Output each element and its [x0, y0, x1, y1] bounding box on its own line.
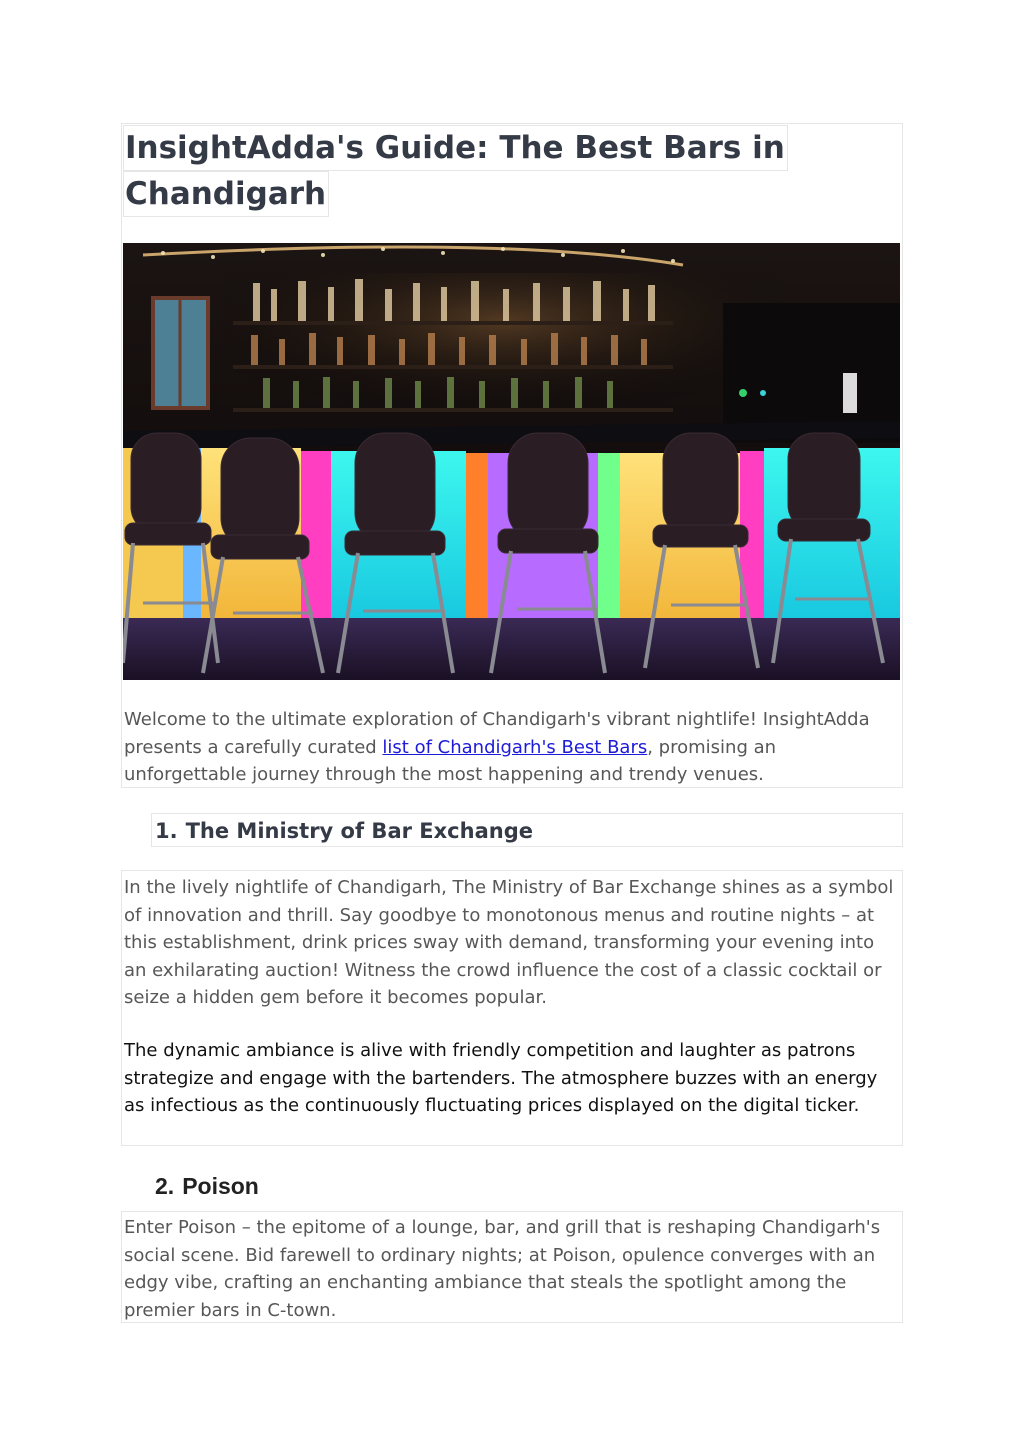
intro-paragraph: [124, 706, 902, 789]
section-2-heading: [155, 1171, 259, 1201]
section-1-paragraph-2: The dynamic ambiance is alive with friendly competition and laughter as patrons strategize and engage with the bartenders. The atmosphere buzzes with an energy as infectious as the continuously fluctuating prices displayed on the digital ticker.: [124, 1040, 878, 1116]
section-2-title: Poison: [182, 1173, 259, 1199]
intro-text-end: , promising an unforgettable journey through the most happening and trendy venues.: [124, 736, 777, 785]
section-1-paragraph-1: In the lively nightlife of Chandigarh, The Ministry of Bar Exchange shines as a symbol of innovation and thrill. Say goodbye to monotonous menus and routine nights – at this establishment, drink prices sway with demand, transforming your evening into an exhilarating auction! Witness the crowd influence the cost of a classic cocktail or seize a hidden gem before it becomes popular.: [124, 877, 894, 1008]
page-title-line-2: Chandigarh: [123, 171, 329, 217]
best-bars-link[interactable]: list of Chandigarh's Best Bars: [382, 736, 648, 758]
section-1-title: The Ministry of Bar Exchange: [185, 819, 533, 843]
bar-interior-photo: [123, 243, 900, 680]
section-2-paragraph-1: Enter Poison – the epitome of a lounge, bar, and grill that is reshaping Chandigarh's social scene. Bid farewell to ordinary nights; at Poison, opulence converges with an edgy vibe, crafting an enchanting ambiance that steals the spotlight among the premier bars in C-town.: [124, 1217, 881, 1321]
section-1-heading: [155, 816, 533, 846]
section-2-number: 2.: [155, 1173, 175, 1199]
section-1-number: 1.: [155, 819, 178, 843]
page-title-line-1: InsightAdda's Guide: The Best Bars in: [123, 125, 788, 171]
intro-text: Welcome to the ultimate exploration of Chandigarh's vibrant nightlife! InsightAdda presents a carefully curated: [124, 709, 870, 758]
